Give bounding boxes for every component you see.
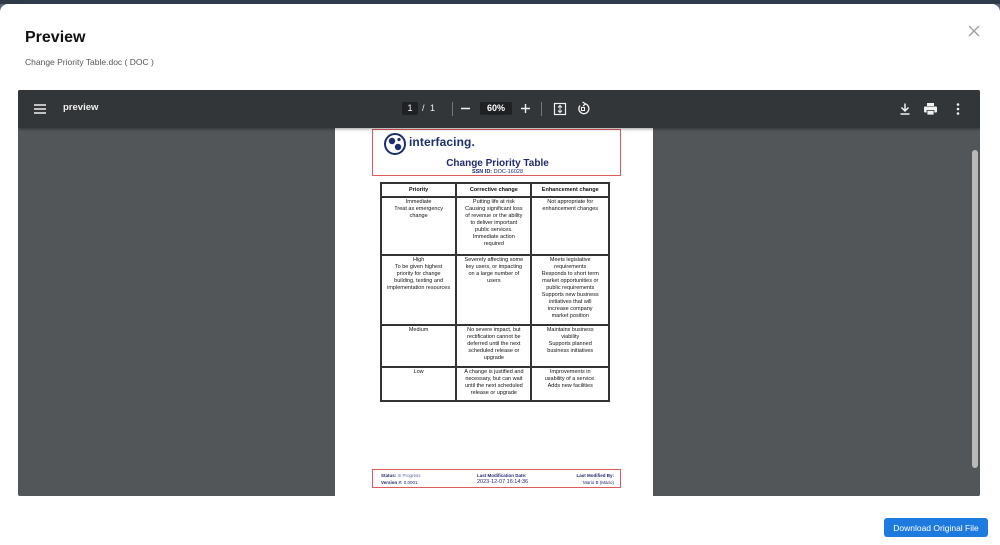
- corrective-cell: Putting life at risk Causing significant loss of revenue or the ability to deliver important public services. Immediate action required: [456, 197, 531, 255]
- modal-title: Preview: [25, 29, 86, 46]
- footer-last-mod-date-label: Last Modification Date:: [477, 473, 527, 478]
- document-header: [372, 129, 621, 176]
- print-icon[interactable]: [923, 102, 938, 116]
- table-row: [381, 325, 609, 367]
- priority-cell: High To be given highest priority for change building, testing and implementation resources: [381, 255, 456, 325]
- table-row: [381, 367, 609, 401]
- footer-last-mod-date-value: 2023-12-07 16:14:36: [477, 479, 529, 485]
- table-row: [381, 255, 609, 325]
- corrective-cell: No severe impact, but rectification cannot be deferred until the next scheduled release or upgrade: [456, 325, 531, 367]
- table-row: [381, 197, 609, 255]
- corrective-cell: Severely affecting some key users, or impacting on a large number of users: [456, 255, 531, 325]
- viewer-toolbar: [18, 90, 980, 128]
- zoom-level-input[interactable]: 60%: [480, 102, 512, 115]
- rotate-icon[interactable]: [576, 101, 591, 116]
- footer-last-mod-by-value: Mario B (Mario): [582, 480, 614, 485]
- table-header: Priority: [381, 183, 456, 197]
- interfacing-logo-icon: [384, 133, 406, 155]
- minus-icon[interactable]: [460, 103, 471, 114]
- priority-cell: Low: [381, 367, 456, 401]
- enhancement-cell: Improvements in usability of a service. Adds new facilities: [531, 367, 609, 401]
- table-header: Corrective change: [456, 183, 531, 197]
- document-ssn: [373, 169, 622, 175]
- enhancement-cell: Maintains business viability Supports planned business initiatives: [531, 325, 609, 367]
- corrective-cell: A change is justified and necessary, but can wait until the next scheduled release or upgrade: [456, 367, 531, 401]
- priority-cell: Immediate Treat as emergency change: [381, 197, 456, 255]
- document-page: [335, 128, 653, 496]
- preview-modal: [0, 4, 1000, 545]
- enhancement-cell: Meets legislative requirements Responds to short term market opportunities or public requirements Supports new business initiatives that will increase company market position: [531, 255, 609, 325]
- viewer-scrollbar[interactable]: [970, 128, 980, 496]
- document-title: Change Priority Table: [446, 158, 549, 169]
- toolbar-divider: [541, 102, 542, 116]
- footer-version: Version #: 0.0001: [381, 480, 418, 485]
- enhancement-cell: Not appropriate for enhancement changes: [531, 197, 609, 255]
- footer-last-mod-by-label: Last Modified By:: [576, 473, 614, 478]
- close-icon[interactable]: [966, 23, 982, 39]
- download-original-file-button[interactable]: Download Original File: [884, 518, 988, 537]
- download-icon[interactable]: [898, 102, 912, 116]
- priority-cell: Medium: [381, 325, 456, 367]
- current-page-input[interactable]: 1: [402, 102, 418, 115]
- pdf-viewer: [18, 90, 980, 496]
- more-vertical-icon[interactable]: [951, 102, 965, 116]
- footer-status: Status: In Progress: [381, 473, 421, 478]
- ssn-label: SSN ID:: [471, 169, 493, 175]
- logo-text: interfacing.: [409, 135, 475, 149]
- total-pages: 1: [430, 103, 436, 113]
- toolbar-divider: [452, 102, 453, 116]
- ssn-value: DOC-16028: [493, 169, 524, 175]
- document-footer: [372, 469, 621, 488]
- fit-to-page-icon[interactable]: [553, 102, 567, 116]
- modal-subtitle-filename: Change Priority Table.doc ( DOC ): [25, 57, 154, 67]
- viewer-scrollbar-thumb[interactable]: [972, 150, 978, 468]
- hamburger-menu-icon[interactable]: [32, 101, 48, 117]
- table-header: Enhancement change: [531, 183, 609, 197]
- plus-icon[interactable]: [520, 103, 531, 114]
- priority-table: [380, 182, 610, 402]
- page-separator: /: [422, 103, 425, 113]
- viewer-title: preview: [63, 102, 99, 113]
